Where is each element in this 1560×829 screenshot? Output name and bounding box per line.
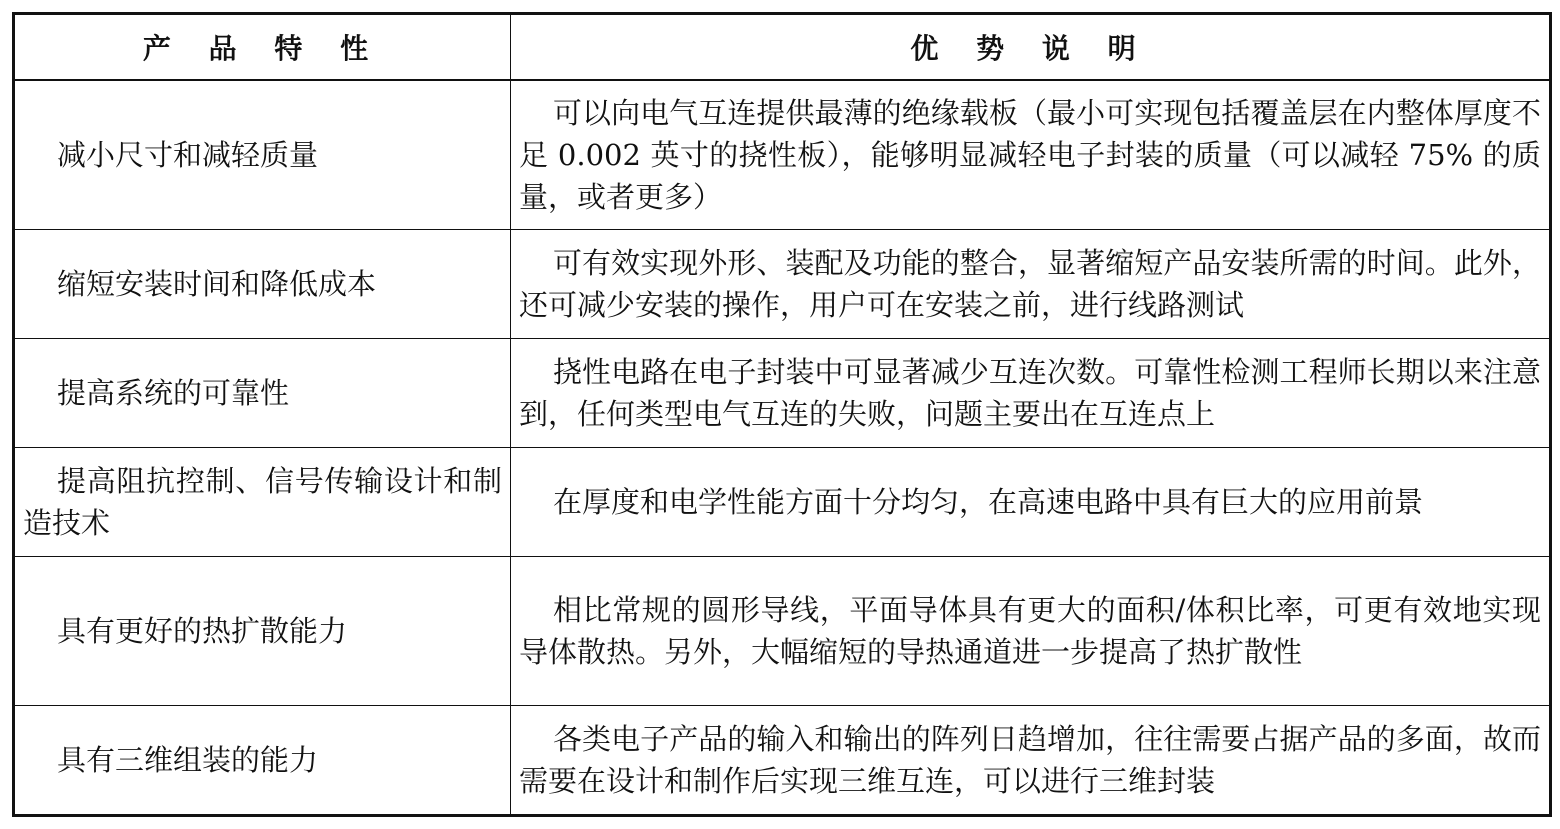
- advantage-cell: 可有效实现外形、装配及功能的整合，显著缩短产品安装所需的时间。此外，还可减少安装的操作，用户可在安装之前，进行线路测试: [511, 230, 1551, 339]
- table-row: [14, 557, 1551, 706]
- feature-cell: 提高系统的可靠性: [14, 339, 511, 448]
- table-row: [14, 448, 1551, 557]
- table-row: [14, 80, 1551, 230]
- feature-cell: 减小尺寸和减轻质量: [14, 80, 511, 230]
- feature-cell: 缩短安装时间和降低成本: [14, 230, 511, 339]
- header-advantage-description: 优 势 说 明: [511, 14, 1551, 81]
- advantage-cell: 可以向电气互连提供最薄的绝缘载板（最小可实现包括覆盖层在内整体厚度不足 0.002 英寸的挠性板），能够明显减轻电子封装的质量（可以减轻 75% 的质量，或者更多）: [511, 80, 1551, 230]
- advantage-cell: 在厚度和电学性能方面十分均匀，在高速电路中具有巨大的应用前景: [511, 448, 1551, 557]
- product-advantage-table: [12, 12, 1552, 817]
- advantage-cell: 挠性电路在电子封装中可显著减少互连次数。可靠性检测工程师长期以来注意到，任何类型电气互连的失败，问题主要出在互连点上: [511, 339, 1551, 448]
- table-row: [14, 339, 1551, 448]
- header-product-feature: 产 品 特 性: [14, 14, 511, 81]
- table-header-row: [14, 14, 1551, 81]
- advantage-cell: 相比常规的圆形导线，平面导体具有更大的面积/体积比率，可更有效地实现导体散热。另外，大幅缩短的导热通道进一步提高了热扩散性: [511, 557, 1551, 706]
- advantage-cell: 各类电子产品的输入和输出的阵列日趋增加，往往需要占据产品的多面，故而需要在设计和制作后实现三维互连，可以进行三维封装: [511, 706, 1551, 816]
- table-row: [14, 706, 1551, 816]
- feature-cell: 具有三维组装的能力: [14, 706, 511, 816]
- table-row: [14, 230, 1551, 339]
- feature-cell: 提高阻抗控制、信号传输设计和制造技术: [14, 448, 511, 557]
- feature-cell: 具有更好的热扩散能力: [14, 557, 511, 706]
